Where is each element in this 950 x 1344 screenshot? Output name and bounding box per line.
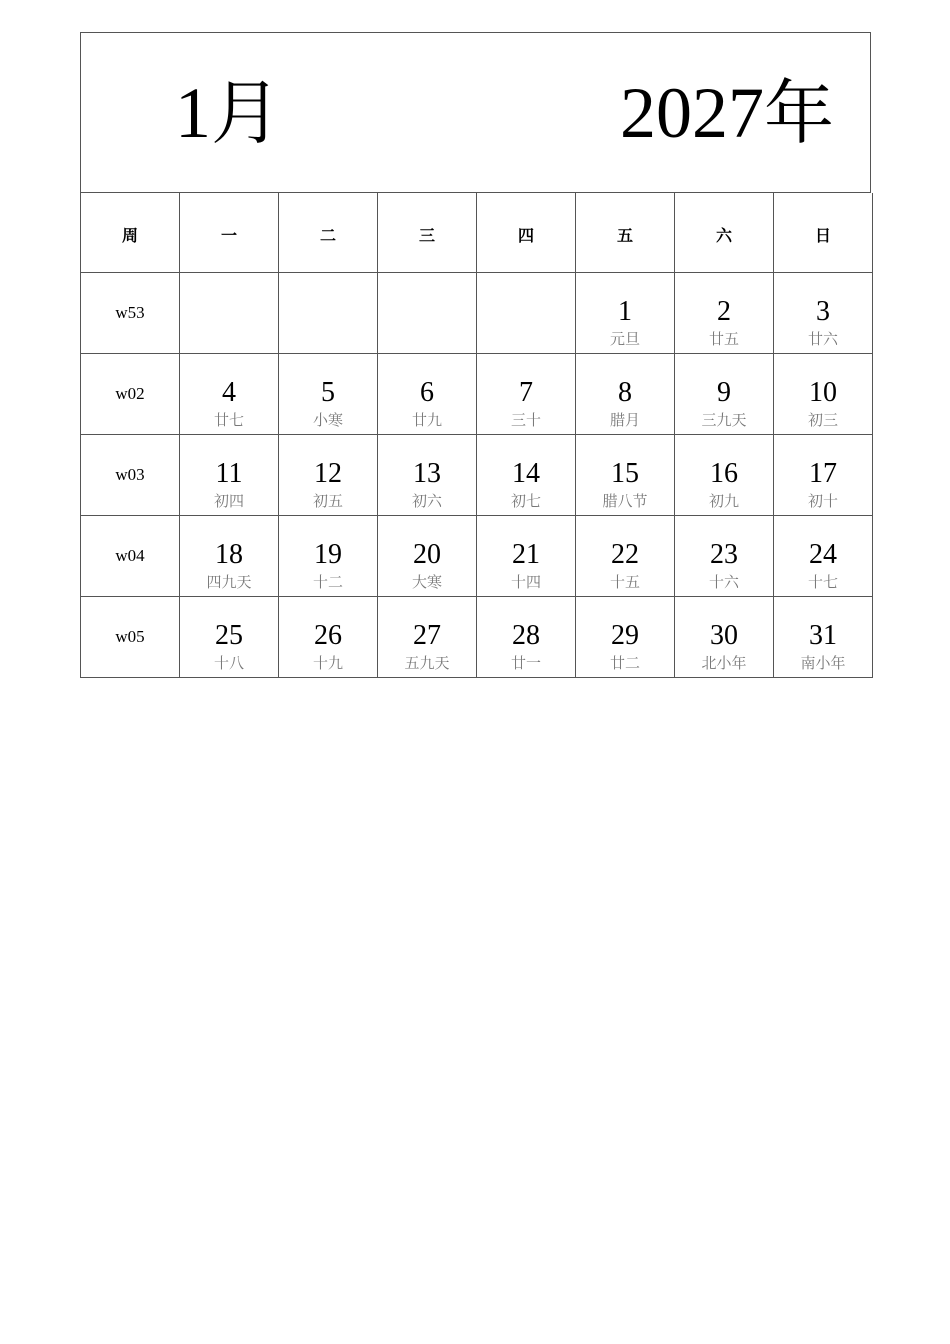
day-number: 30: [710, 620, 738, 651]
day-number: 18: [215, 539, 243, 570]
day-cell: [675, 597, 774, 678]
lunar-date: 十七: [807, 573, 838, 591]
week-number-cell: [81, 273, 180, 354]
weekday-label: 三: [418, 226, 435, 245]
day-number: 9: [717, 377, 731, 408]
day-number: 13: [413, 458, 441, 489]
weekday-cell-fri: [576, 193, 675, 273]
day-number: 16: [710, 458, 738, 489]
week-number: w03: [115, 465, 145, 484]
day-number: 26: [314, 620, 342, 651]
calendar-table: [80, 32, 871, 678]
week-number-cell: [81, 354, 180, 435]
lunar-date: 十八: [213, 654, 244, 672]
lunar-date: 腊月: [609, 411, 640, 429]
day-cell: [279, 516, 378, 597]
weekday-label: 二: [319, 226, 336, 245]
year-number: 2027: [620, 73, 764, 153]
lunar-date: 十六: [708, 573, 739, 591]
weekday-header-row: [81, 193, 871, 273]
lunar-date: 初四: [213, 492, 244, 510]
empty-day-cell: [279, 273, 378, 354]
week-number-cell: [81, 435, 180, 516]
day-cell: [576, 273, 675, 354]
lunar-date: 廿九: [411, 411, 442, 429]
day-cell: [279, 597, 378, 678]
lunar-date: 大寒: [411, 573, 442, 591]
day-number: 29: [611, 620, 639, 651]
day-number: 14: [512, 458, 540, 489]
week-number: w04: [115, 546, 145, 565]
day-cell: [675, 354, 774, 435]
weekday-label: 六: [715, 226, 732, 245]
empty-day-cell: [477, 273, 576, 354]
day-number: 25: [215, 620, 243, 651]
lunar-date: 五九天: [404, 654, 450, 672]
week-row: [81, 354, 871, 435]
lunar-date: 廿一: [510, 654, 541, 672]
lunar-date: 三九天: [701, 411, 747, 429]
day-number: 2: [717, 296, 731, 327]
year-title: [620, 73, 834, 153]
day-cell: [774, 354, 873, 435]
day-cell: [477, 516, 576, 597]
lunar-date: 初五: [312, 492, 343, 510]
weekday-cell-wed: [378, 193, 477, 273]
week-row: [81, 273, 871, 354]
day-cell: [378, 597, 477, 678]
lunar-date: 十五: [609, 573, 640, 591]
lunar-date: 初九: [708, 492, 739, 510]
day-number: 11: [215, 458, 243, 489]
day-cell: [180, 516, 279, 597]
lunar-date: 廿六: [807, 330, 838, 348]
lunar-date: 初十: [807, 492, 838, 510]
day-cell: [378, 354, 477, 435]
day-number: 17: [809, 458, 837, 489]
lunar-date: 初六: [411, 492, 442, 510]
weekday-cell-mon: [180, 193, 279, 273]
week-row: [81, 597, 871, 678]
week-number: w02: [115, 384, 145, 403]
weekday-cell-thu: [477, 193, 576, 273]
day-number: 23: [710, 539, 738, 570]
empty-day-cell: [378, 273, 477, 354]
week-number-cell: [81, 516, 180, 597]
week-row: [81, 516, 871, 597]
lunar-date: 十四: [510, 573, 541, 591]
lunar-date: 廿七: [213, 411, 244, 429]
day-cell: [774, 597, 873, 678]
day-number: 22: [611, 539, 639, 570]
day-number: 27: [413, 620, 441, 651]
day-cell: [477, 597, 576, 678]
lunar-date: 十九: [312, 654, 343, 672]
day-number: 19: [314, 539, 342, 570]
year-char: 年: [764, 72, 834, 154]
lunar-date: 三十: [510, 411, 541, 429]
weekday-cell-sun: [774, 193, 873, 273]
week-number-cell: [81, 597, 180, 678]
day-cell: [477, 354, 576, 435]
day-cell: [576, 516, 675, 597]
weeks-container: [81, 273, 871, 678]
weekday-cell-tue: [279, 193, 378, 273]
day-number: 4: [222, 377, 236, 408]
lunar-date: 十二: [312, 573, 343, 591]
lunar-date: 腊八节: [602, 492, 648, 510]
day-number: 3: [816, 296, 830, 327]
weekday-label: 周: [121, 226, 138, 245]
week-number: w05: [115, 627, 145, 646]
day-cell: [576, 354, 675, 435]
day-number: 28: [512, 620, 540, 651]
weekday-cell-sat: [675, 193, 774, 273]
day-cell: [180, 597, 279, 678]
day-number: 21: [512, 539, 540, 570]
day-cell: [378, 516, 477, 597]
day-cell: [279, 354, 378, 435]
lunar-date: 小寒: [312, 411, 343, 429]
day-number: 8: [618, 377, 632, 408]
day-cell: [576, 597, 675, 678]
lunar-date: 廿二: [609, 654, 640, 672]
day-cell: [675, 435, 774, 516]
day-number: 5: [321, 377, 335, 408]
day-cell: [180, 354, 279, 435]
lunar-date: 南小年: [800, 654, 846, 672]
day-number: 31: [809, 620, 837, 651]
lunar-date: 初三: [807, 411, 838, 429]
day-cell: [774, 516, 873, 597]
weekday-label: 四: [517, 226, 534, 245]
week-number: w53: [115, 303, 145, 322]
weekday-label: 五: [616, 226, 633, 245]
weekday-label: 日: [814, 226, 831, 245]
day-cell: [279, 435, 378, 516]
week-row: [81, 435, 871, 516]
day-cell: [378, 435, 477, 516]
month-number: 1: [175, 73, 211, 153]
lunar-date: 北小年: [701, 654, 747, 672]
lunar-date: 廿五: [708, 330, 739, 348]
day-number: 10: [809, 377, 837, 408]
day-number: 12: [314, 458, 342, 489]
empty-day-cell: [180, 273, 279, 354]
lunar-date: 元旦: [609, 330, 640, 348]
day-number: 7: [519, 377, 533, 408]
day-cell: [675, 273, 774, 354]
day-cell: [774, 435, 873, 516]
day-number: 15: [611, 458, 639, 489]
weekday-label: 一: [220, 226, 237, 245]
lunar-date: 四九天: [206, 573, 252, 591]
weekday-cell-week: [81, 193, 180, 273]
day-number: 6: [420, 377, 434, 408]
day-cell: [180, 435, 279, 516]
day-number: 1: [618, 296, 632, 327]
day-cell: [675, 516, 774, 597]
day-number: 24: [809, 539, 837, 570]
month-char: 月: [211, 72, 281, 154]
day-number: 20: [413, 539, 441, 570]
calendar-header: [81, 33, 871, 193]
day-cell: [774, 273, 873, 354]
lunar-date: 初七: [510, 492, 541, 510]
month-title: [175, 73, 281, 153]
day-cell: [477, 435, 576, 516]
day-cell: [576, 435, 675, 516]
